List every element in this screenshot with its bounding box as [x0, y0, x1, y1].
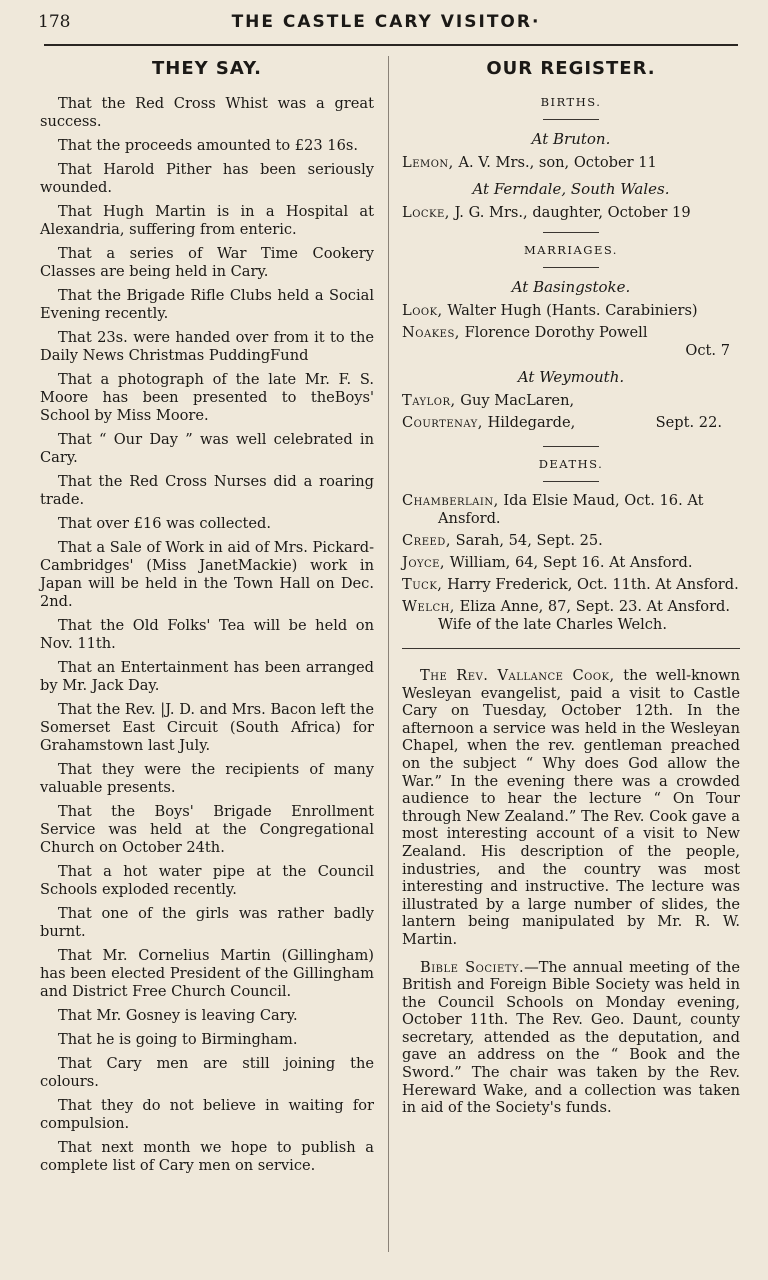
death-entry	[402, 576, 740, 594]
divider	[543, 481, 599, 482]
cook-article	[402, 667, 740, 949]
page-header	[36, 8, 736, 38]
entry-text: A. V. Mrs., son, October 11	[453, 154, 657, 171]
list-item: That Hugh Martin is in a Hospital at Alexandria, suffering from enteric.	[40, 203, 374, 238]
list-item: That the Red Cross Whist was a great success.	[40, 95, 374, 130]
list-item: That next month we hope to publish a complete list of Cary men on service.	[40, 1139, 374, 1174]
birth-place: At Bruton.	[531, 130, 611, 148]
divider	[543, 119, 599, 120]
they-say-heading: THEY SAY.	[151, 58, 262, 79]
entry-surname: Joyce,	[402, 554, 446, 571]
divider	[543, 232, 599, 233]
list-item: That a Sale of Work in aid of Mrs. Pickard-Cambridges' (Miss JanetMackie) work in Japan will be held in the Town Hall on Dec. 2nd.	[40, 539, 374, 610]
entry-text: Walter Hugh (Hants. Carabiniers)	[442, 302, 698, 319]
birth-place: At Ferndale, South Wales.	[472, 180, 670, 198]
marriage-entry	[402, 414, 740, 432]
list-item: That the Brigade Rifle Clubs held a Social Evening recently.	[40, 287, 374, 322]
list-item: That they do not believe in waiting for compulsion.	[40, 1097, 374, 1132]
deaths-heading: DEATHS.	[538, 457, 604, 471]
death-entry	[402, 598, 740, 634]
list-item: That they were the recipients of many valuable presents.	[40, 761, 374, 796]
list-item: That Mr. Gosney is leaving Cary.	[58, 1007, 298, 1024]
marriage-entry	[402, 324, 740, 359]
article-body: the well-known Wesleyan evangelist, paid a visit to Castle Cary on Tuesday, October 12th. In the afternoon a service was held in the Wesleyan Chapel, when the rev. gentleman preached on the subject “ Why does God allow the War.” In the evening there was a crowded audience to hear the lecture “ On Tour through New Zealand.” The Rev. Cook gave a most interesting account of a visit to New Zealand. His description of the people, industries, and the country was most interesting and instructive. The lecture was illustrated by a large number of slides, the lantern being manipulated by Mr. R. W. Martin.	[402, 667, 740, 948]
entry-text: Eliza Anne, 87, Sept. 23. At Ansford. Wife of the late Charles Welch.	[438, 598, 731, 633]
page-number: 178	[38, 12, 71, 32]
entry-surname: Look,	[402, 302, 443, 319]
death-entry	[402, 532, 740, 550]
entry-text: Ida Elsie Maud, Oct. 16. At Ansford.	[438, 492, 704, 527]
list-item: That he is going to Birmingham.	[58, 1031, 298, 1048]
entry-text: William, 64, Sept 16. At Ansford.	[445, 554, 693, 571]
entry-surname: Courtenay,	[402, 414, 483, 431]
article-body: —The annual meeting of the British and Foreign Bible Society was held in the Council Schools on Monday evening, October 11th. The Rev. Geo. Daunt, county secretary, attended as the deputation, and gave an address on the “ Book and the Sword.” The chair was taken by the Rev. Hereward Wake, and a collection was taken in aid of the Society's funds.	[402, 958, 740, 1117]
article-lead: Bible Society.	[420, 958, 525, 976]
list-item: That Mr. Cornelius Martin (Gillingham) has been elected President of the Gillingham and District Free Church Council.	[40, 947, 374, 1000]
birth-entry	[402, 154, 740, 172]
entry-text: J. G. Mrs., daughter, October 19	[449, 204, 691, 221]
entry-surname: Taylor,	[402, 392, 456, 409]
marriage-place: At Weymouth.	[517, 368, 625, 386]
entry-text: Sarah, 54, Sept. 25.	[450, 532, 603, 549]
list-item: That the Red Cross Nurses did a roaring trade.	[40, 473, 374, 508]
bible-society-article	[402, 959, 740, 1117]
column-divider	[388, 56, 389, 1252]
list-item: That the Rev. |J. D. and Mrs. Bacon left the Somerset East Circuit (South Africa) for Grahamstown last July.	[40, 701, 374, 754]
entry-surname: Tuck,	[402, 576, 443, 593]
entry-surname: Locke,	[402, 204, 450, 221]
entry-text: Florence Dorothy Powell	[459, 324, 648, 341]
entry-text: Hildegarde,	[482, 414, 576, 431]
marriage-entry	[402, 302, 740, 320]
list-item: That a photograph of the late Mr. F. S. Moore has been presented to theBoys' School by Miss Moore.	[40, 371, 374, 424]
births-heading: BIRTHS.	[540, 95, 602, 109]
section-rule	[402, 648, 740, 649]
death-entry	[402, 554, 740, 572]
list-item: That one of the girls was rather badly burnt.	[40, 905, 374, 940]
list-item: That the Old Folks' Tea will be held on Nov. 11th.	[40, 617, 374, 652]
entry-surname: Noakes,	[402, 324, 460, 341]
list-item: That an Entertainment has been arranged by Mr. Jack Day.	[40, 659, 374, 694]
birth-entry	[402, 204, 740, 222]
list-item: That over £16 was collected.	[58, 515, 272, 532]
divider	[543, 267, 599, 268]
list-item: That Cary men are still joining the colours.	[40, 1055, 374, 1090]
list-item: That “ Our Day ” was well celebrated in Cary.	[40, 431, 374, 466]
entry-surname: Welch,	[402, 598, 455, 615]
list-item: That a hot water pipe at the Council Schools exploded recently.	[40, 863, 374, 898]
list-item: That Harold Pither has been seriously wounded.	[40, 161, 374, 196]
list-item: That a series of War Time Cookery Classes are being held in Cary.	[40, 245, 374, 280]
list-item: That 23s. were handed over from it to the Daily News Christmas PuddingFund	[40, 329, 374, 364]
entry-text: Guy MacLaren,	[455, 392, 575, 409]
register-heading: OUR REGISTER.	[486, 58, 656, 79]
entry-surname: Chamberlain,	[402, 492, 499, 509]
list-item: That the Boys' Brigade Enrollment Service was held at the Congregational Church on October 24th.	[40, 803, 374, 856]
marriage-place: At Basingstoke.	[511, 278, 631, 296]
death-entry	[402, 492, 740, 528]
marriages-heading: MARRIAGES.	[524, 243, 618, 257]
entry-surname: Creed,	[402, 532, 451, 549]
they-say-column	[40, 56, 374, 1181]
register-column	[402, 56, 740, 1127]
entry-surname: Lemon,	[402, 154, 454, 171]
article-lead: The Rev. Vallance Cook,	[420, 667, 615, 684]
header-rule	[44, 44, 738, 46]
running-title: THE CASTLE CARY VISITOR·	[231, 12, 541, 32]
entry-text: Harry Frederick, Oct. 11th. At Ansford.	[442, 576, 739, 593]
list-item: That the proceeds amounted to £23 16s.	[58, 137, 358, 154]
marriage-entry	[402, 392, 740, 410]
divider	[543, 446, 599, 447]
marriage-date: Sept. 22.	[655, 414, 722, 431]
marriage-date: Oct. 7	[685, 342, 730, 359]
